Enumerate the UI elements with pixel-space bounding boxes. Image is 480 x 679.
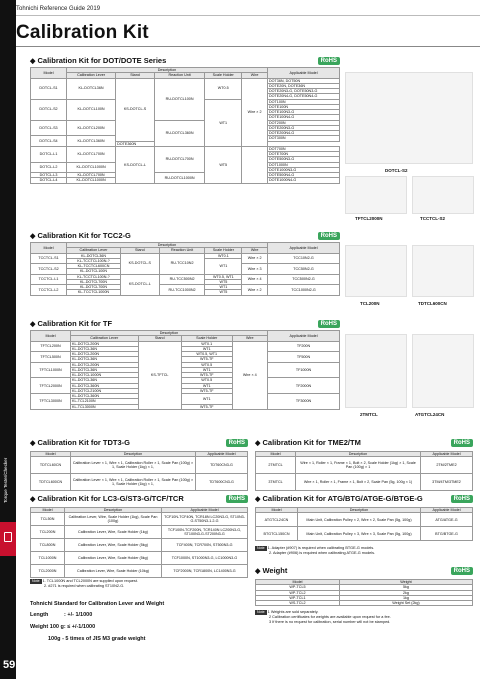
rohs-badge: RoHS (226, 495, 248, 503)
cell: DOT200N (268, 120, 340, 125)
cell: DOTCL-L2 (31, 162, 67, 173)
col-wire: Wire (232, 336, 267, 341)
cell: KL-DOTCL36N (67, 253, 121, 258)
cell: KL-DOTCL200N (71, 362, 139, 367)
cell: TCC1000N2-G (268, 285, 340, 296)
cell: DOTE700N (268, 152, 340, 157)
cell: KL-DOTCL36N (71, 346, 139, 351)
weight-notes (255, 610, 473, 625)
cell: TCCTCL-L1 (31, 274, 67, 285)
col-reaction: Reaction Unit (154, 73, 204, 78)
cell: WP-TCL2 (256, 590, 340, 595)
cell: ATG/ATGE-G (421, 513, 473, 527)
cell: WT1 (205, 99, 242, 146)
col-description: Description (67, 68, 268, 73)
cell: KL-DOTCL700N (67, 279, 121, 284)
cell: RU-DOTCL700N (154, 146, 204, 172)
cell: KL-DOTCL36N (67, 78, 116, 99)
2tmtcl-photo (345, 334, 407, 408)
table-row (31, 513, 248, 526)
cell: WT0.1 (205, 253, 242, 258)
cell: DOTE20N4-G, DOTE50N4-G (268, 94, 340, 99)
note-badge: Note (257, 546, 265, 550)
note-line: 1. Adapter (#907) is required when calibrating BTGE-G models. (267, 546, 375, 550)
table-row (256, 474, 473, 491)
col-scale: Scale Holder (205, 248, 242, 253)
cell: KL-TCCTCL600CN (67, 264, 121, 269)
cell: WS-TCL2 (256, 601, 340, 606)
diamond-icon: ◆ (30, 58, 36, 65)
cell: 2TM/2TME2 (421, 457, 473, 474)
diamond-icon: ◆ (255, 440, 261, 447)
rohs-badge: RoHS (451, 495, 473, 503)
cell: KL-DOTCL360N (71, 383, 139, 388)
table-row (31, 474, 248, 491)
cell: Main Unit, Calibration Pulley × 2, Wire × 2, Scale Pan (5g, 100g) (298, 513, 421, 527)
col-wire: Wire (242, 248, 268, 253)
cell: WT0.5, WT1 (205, 274, 242, 279)
cell: 1kg (339, 595, 472, 600)
cell: KL-DOTCL36N (71, 367, 139, 372)
cell: TFTCL500N (31, 352, 71, 363)
col-description: Description (65, 508, 162, 513)
length-value: : +/- 1/1000 (64, 612, 93, 618)
diamond-icon: ◆ (30, 233, 36, 240)
cell: ATGTCL24CN (256, 513, 298, 527)
cell: DOT100N (268, 99, 340, 104)
header-divider (16, 15, 480, 16)
cell: DOTE360N (116, 141, 155, 146)
note-line: 3 If there is no request for calibration, serial number will not be stamped. (269, 619, 391, 624)
col-lever: Calibration Lever (67, 73, 116, 78)
cell: WT5-TF (181, 404, 232, 409)
dot-table (30, 67, 340, 184)
cell: KL-DOTCL700N (67, 173, 116, 178)
cell: 5kg (339, 585, 472, 590)
cell: Calibration Lever, Wire, Scale Holder (5kg) (65, 539, 162, 552)
cell: TCF2000N, TCR1800N, LC1400N3-G (162, 565, 248, 578)
table-row (31, 539, 248, 552)
cell: TDTCL60CN (31, 457, 71, 474)
cell: BTG/BTGE-G (421, 527, 473, 541)
cell: DOTE1000N4-G (268, 178, 340, 183)
page-title: Calibration Kit (16, 22, 149, 43)
cell: WT5-TF (181, 388, 232, 393)
table-row (31, 526, 248, 539)
cell: TCCTCL-S1 (31, 253, 67, 264)
table-row (256, 601, 473, 606)
cell: WT1 (181, 367, 232, 372)
table-row (31, 394, 340, 399)
cell: Wire × 2 (242, 285, 268, 296)
cell: DOTE200N3-G (268, 125, 340, 130)
cell: TF2000N (268, 378, 340, 394)
cell: WT1 (181, 346, 232, 351)
cell: TF500N (268, 352, 340, 363)
tf-section-title: Calibration Kit for TF (37, 319, 113, 328)
cell: Wire × 2 (242, 253, 268, 264)
col-model: Model (256, 580, 340, 585)
col-stand: Stand (138, 336, 181, 341)
weight-table (255, 579, 473, 606)
tftcl2000n-photo (345, 176, 407, 214)
tcc-section-header (30, 231, 340, 240)
cell: KS-DOTCL-S (120, 253, 159, 274)
cell: RU-TCC10N2 (159, 253, 205, 274)
tester-icon (4, 532, 12, 542)
dot-section-title: Calibration Kit for DOT/DOTE Series (37, 56, 167, 65)
cell: KL-DOTCL700N (67, 146, 116, 162)
cell: Wire × 4 (232, 341, 267, 409)
col-applicable: Applicable Model (421, 452, 473, 457)
cell: DOTCL-L1 (31, 146, 67, 162)
cell (242, 146, 268, 183)
diamond-icon: ◆ (255, 568, 261, 575)
standard-title: Tohnichi Standard for Calibration Lever and Weight (30, 601, 165, 607)
cell: TFTCL3000N (31, 394, 71, 410)
weight-section-title: Weight (262, 566, 288, 575)
table-row (256, 513, 473, 527)
cell: DOT300N (268, 136, 340, 141)
rohs-badge: RoHS (226, 439, 248, 447)
cell: DOTE500N4-G (268, 173, 340, 178)
tf-section-header (30, 319, 340, 328)
cell: WT5 (205, 146, 242, 183)
col-stand: Stand (116, 73, 155, 78)
table-row (31, 457, 248, 474)
photo-caption: TCL200N (360, 301, 380, 306)
lc3-section-title: Calibration Kit for LC3-G/ST3-G/TCF/TCR (37, 494, 184, 503)
diamond-icon: ◆ (30, 440, 36, 447)
col-description: Description (298, 508, 421, 513)
cell: BTGTCL150CN (256, 527, 298, 541)
cell: RU-TCC500N2 (159, 274, 205, 285)
atgtcl24cn-photo (412, 334, 474, 408)
cell: Wire × 1, Roller × 1, Frame × 1, Bolt × 2, Scale Pan (5g, 100g × 1) (296, 474, 421, 491)
cell: TCL200N (31, 526, 65, 539)
photo-caption: TCCTCL-S2 (420, 216, 445, 221)
cell: DOTCL-L4 (31, 178, 67, 183)
cell: RU-DOTCL100N (154, 78, 204, 120)
lc3-table (30, 507, 248, 578)
cell: TCF10N-TCF40N, TCR18N LC20N3-G, ST10N3-G-ST50N3-1.2-G (162, 513, 248, 526)
cell: TCCTCL-S2 (31, 264, 67, 275)
weight-sub: 100g - 5 times of JIS M3 grade weight (48, 636, 146, 642)
photo-caption: DOTCL-S2 (385, 168, 408, 173)
cell: TCL2000N (31, 565, 65, 578)
cell: Calibration Lever × 1, Wire × 1, Calibration Roller × 1, Scale Pan (100g) × 1, Scale Holder (1kg) × 1, (71, 457, 196, 474)
tme-section-title: Calibration Kit for TME2/TM (262, 438, 361, 447)
reference-guide-title: Tohnichi Reference Guide 2019 (16, 6, 101, 12)
cell: TCF1000N, ST1000N3-G, LC1000N3-G (162, 552, 248, 565)
lc3-notes (30, 579, 248, 589)
cell: DOTE20N3-G, DOTE50N3-G (268, 89, 340, 94)
cell: TDT600CN3-G (196, 474, 248, 491)
col-scale: Scale Holder (205, 73, 242, 78)
cell: KL-TCCTCL1000N (67, 290, 121, 295)
cell: WT0.5, WT1 (181, 352, 232, 357)
cell: KL-DOTCL200N (71, 341, 139, 346)
cell: Main Unit, Calibration Pulley × 3, Wire × 3, Scale Pan (5g, 100g) (298, 527, 421, 541)
col-model: Model (31, 331, 71, 342)
cell: DOTCL-S4 (31, 136, 67, 147)
tf-table (30, 330, 340, 410)
dot-section-header (30, 56, 340, 65)
cell: TCCTCL-L2 (31, 285, 67, 296)
weight-section-header (255, 566, 473, 575)
cell: DOTE20N, DOTE36N (268, 83, 340, 88)
cell: WT0.5 (181, 362, 232, 367)
photo-caption: TDTCL600CN (418, 301, 447, 306)
tme-section-header (255, 438, 473, 447)
col-applicable: Applicable Model (421, 508, 473, 513)
photo-caption: ATGTCL24CN (415, 412, 445, 417)
col-applicable: Applicable Model (268, 331, 340, 342)
cell: KL-TCCTCL100N-? (67, 258, 121, 263)
cell: KL-TCCTCL100N-? (67, 274, 121, 279)
cell: TCC10N2-G (268, 253, 340, 264)
col-stand: Stand (120, 248, 159, 253)
cell: KL-DOTCL2100N (71, 388, 139, 393)
col-wire: Wire (242, 73, 268, 78)
cell: DOTCL-S3 (31, 120, 67, 136)
cell: WP-TCL1 (256, 595, 340, 600)
col-description: Description (71, 452, 196, 457)
cell: KL-TCL3000N (71, 404, 139, 409)
cell: KL-DOTCL1000N (67, 178, 116, 183)
cell: TCC500N2-G (268, 274, 340, 285)
cell: WT0.5 (181, 378, 232, 383)
cell: WP-TCL5 (256, 585, 340, 590)
cell: 2kg (339, 590, 472, 595)
atg-section-header (255, 494, 473, 503)
col-model: Model (31, 243, 67, 254)
cell: KL-DOTCL200N (71, 352, 139, 357)
cell: DOTE100N3-G (268, 110, 340, 115)
tcctcl-s2-photo (412, 176, 474, 214)
rohs-badge: RoHS (451, 567, 473, 575)
cell: DOT1000N (268, 162, 340, 167)
cell: KL-DOTCL700N (67, 285, 121, 290)
cell: 2TMTCL (256, 457, 296, 474)
page-number: 59 (3, 659, 16, 671)
col-applicable: Applicable Model (196, 452, 248, 457)
cell: TF200N (268, 341, 340, 352)
cell: KL-DOTCL36N (71, 357, 139, 362)
cell: KL-DOTCL1000N (67, 162, 116, 173)
atg-section-title: Calibration Kit for ATG/BTG/ATGE-G/BTGE-G (262, 494, 423, 503)
cell: WT5-TF (181, 373, 232, 378)
col-model: Model (31, 68, 67, 79)
col-model: Model (256, 452, 296, 457)
table-row (31, 78, 340, 83)
cell: TFTCL200N (31, 341, 71, 352)
cell: RU-DOTCL1000N (154, 173, 204, 184)
atg-table (255, 507, 473, 541)
note-badge: Note (257, 610, 265, 614)
cell: DOT36N, DOT50N (268, 78, 340, 83)
tme-table (255, 451, 473, 491)
col-scale: Scale Holder (181, 336, 232, 341)
cell: TCL1000N (31, 552, 65, 565)
col-applicable: Applicable Model (268, 243, 340, 254)
length-label: Length (30, 612, 49, 618)
cell: KL-DOTCL200N (67, 120, 116, 136)
cell: KL-DOTCL360N (67, 136, 116, 147)
cell: TCF400N, TCR700N, ST500N3-G (162, 539, 248, 552)
diamond-icon: ◆ (30, 496, 36, 503)
col-reaction: Reaction Unit (159, 248, 205, 253)
note-line: 2 Calibration certificates for weights are available upon request for a fee. (269, 614, 391, 619)
cell: WT1 (205, 258, 242, 274)
cell: Wire × 4 (242, 274, 268, 285)
cell: DOTE100N4-G (268, 115, 340, 120)
cell: TF3000N (268, 394, 340, 410)
cell: 3TM/4TM/3TME2 (421, 474, 473, 491)
cell: DOTCL-S1 (31, 78, 67, 99)
cell: TCL50N (31, 513, 65, 526)
cell: KL-TCL2100N (71, 399, 139, 404)
rohs-badge: RoHS (318, 232, 340, 240)
lc3-section-header (30, 494, 248, 503)
cell: Wire × 2 (242, 78, 268, 146)
cell: KS-DOTCL-L (116, 146, 155, 183)
cell: WT0.5 (205, 78, 242, 99)
col-model: Model (256, 508, 298, 513)
cell: Calibration Lever, Wire, Scale Holder (10kg) (65, 565, 162, 578)
note-line: 1. TCL1000N and TCL2000N are supplied upon request. (42, 579, 138, 583)
cell: Calibration Lever, Wire, Scale Holder (1kg), Scale Pan (100g) (65, 513, 162, 526)
title-divider (16, 46, 480, 47)
cell: TFTCL1000N (31, 362, 71, 378)
cell: DOTE100N (268, 104, 340, 109)
cell: WT1 (205, 285, 242, 290)
tcc-table (30, 242, 340, 296)
diamond-icon: ◆ (255, 496, 261, 503)
photo-caption: 2TMTCL (360, 412, 378, 417)
cell: KL-DOTCL36N (71, 378, 139, 383)
rohs-badge: RoHS (318, 57, 340, 65)
col-lever: Calibration Lever (71, 336, 139, 341)
cell: KS-DOTCL-S (116, 78, 155, 141)
dotcl-s2-photo (345, 72, 473, 164)
cell: KL-DOTCL100N (67, 269, 121, 274)
cell: Weight Set (2kg) (339, 601, 472, 606)
col-description: Description (71, 331, 268, 336)
cell: TCC50N2-G (268, 264, 340, 275)
cell: KL-DOTCL100N (67, 99, 116, 120)
diamond-icon: ◆ (30, 321, 36, 328)
cell: KL-DOTCL1000N (71, 373, 139, 378)
cell: WT5 (205, 290, 242, 295)
tcl200n-photo (345, 245, 407, 297)
cell: KL-DOTCL360N (71, 394, 139, 399)
tdt-table (30, 451, 248, 491)
note-line: 2. Adapter (#906) is required when calibrating ATGE-G models. (269, 550, 376, 555)
col-model: Model (31, 452, 71, 457)
cell: Calibration Lever, Wire, Scale Holder (1kg) (65, 526, 162, 539)
cell: TDT60CN3-G (196, 457, 248, 474)
cell: RU-TCC1000N2 (159, 285, 205, 296)
cell: WT0.1 (181, 341, 232, 346)
col-applicable: Applicable Model (268, 68, 340, 79)
cell: Wire × 3 (242, 264, 268, 275)
rohs-badge: RoHS (318, 320, 340, 328)
rohs-badge: RoHS (451, 439, 473, 447)
cell: TFTCL2000N (31, 378, 71, 394)
note-badge: Note (32, 579, 40, 583)
cell: KS-DOTCL-L (120, 274, 159, 295)
cell: TF1000N (268, 362, 340, 378)
side-tab-bar (0, 0, 16, 679)
cell: DOT700N (268, 146, 340, 151)
cell: DOTE500N3-G (268, 157, 340, 162)
col-description: Description (67, 243, 268, 248)
side-tab-label: Torque Tester/Checker (3, 457, 8, 503)
cell: RU-DOTCL360N (154, 120, 204, 146)
cell: Calibration Lever, Wire, Scale Holder (5kg) (65, 552, 162, 565)
note-line: 2. #271 is required when calibrating ST10N2-G. (44, 583, 125, 588)
note-line: 1 Weights are sold separately. (267, 610, 319, 614)
cell: DOTCL-L3 (31, 173, 67, 178)
table-row (256, 457, 473, 474)
cell: 3TMTCL (256, 474, 296, 491)
cell: DOTCL-S2 (31, 99, 67, 120)
col-weight: Weight (339, 580, 472, 585)
tdtcl600cn-photo (412, 245, 474, 297)
cell: WT5-TF (181, 357, 232, 362)
cell: KS-TFTCL (138, 341, 181, 409)
cell: Calibration Lever × 1, Wire × 1, Calibration Roller × 1, Scale Pan (100g) × 1, Scale Holder (1kg) × 1, (71, 474, 196, 491)
cell: WT1 (181, 383, 232, 388)
table-row (31, 274, 340, 279)
tdt-section-title: Calibration Kit for TDT3-G (37, 438, 130, 447)
cell: DOTE1000N3-G (268, 167, 340, 172)
tdt-section-header (30, 438, 248, 447)
col-model: Model (31, 508, 65, 513)
col-lever: Calibration Lever (67, 248, 121, 253)
cell: TCF100N-TCF200N, TCR140N LC200N3-G, ST100N3-G-ST200N3-G (162, 526, 248, 539)
cell: Wire × 1, Roller × 1, Frame × 1, Bolt × 2, Scale Holder (1kg) × 1, Scale Pan (100g) × 1 (296, 457, 421, 474)
cell: TDTCL600CN (31, 474, 71, 491)
table-row (31, 552, 248, 565)
weight-standard: Weight 100 g: ≤ +/-1/1000 (30, 624, 96, 630)
cell: DOTE200N4-G (268, 131, 340, 136)
col-description: Description (296, 452, 421, 457)
photo-caption: TFTCL2000N (355, 216, 383, 221)
col-applicable: Applicable Model (162, 508, 248, 513)
tcc-section-title: Calibration Kit for TCC2-G (37, 231, 131, 240)
atg-notes (255, 546, 473, 556)
table-row (256, 527, 473, 541)
table-row (31, 565, 248, 578)
cell: WT5 (205, 279, 242, 284)
cell: WT1 (181, 394, 232, 405)
cell: TCL800N (31, 539, 65, 552)
